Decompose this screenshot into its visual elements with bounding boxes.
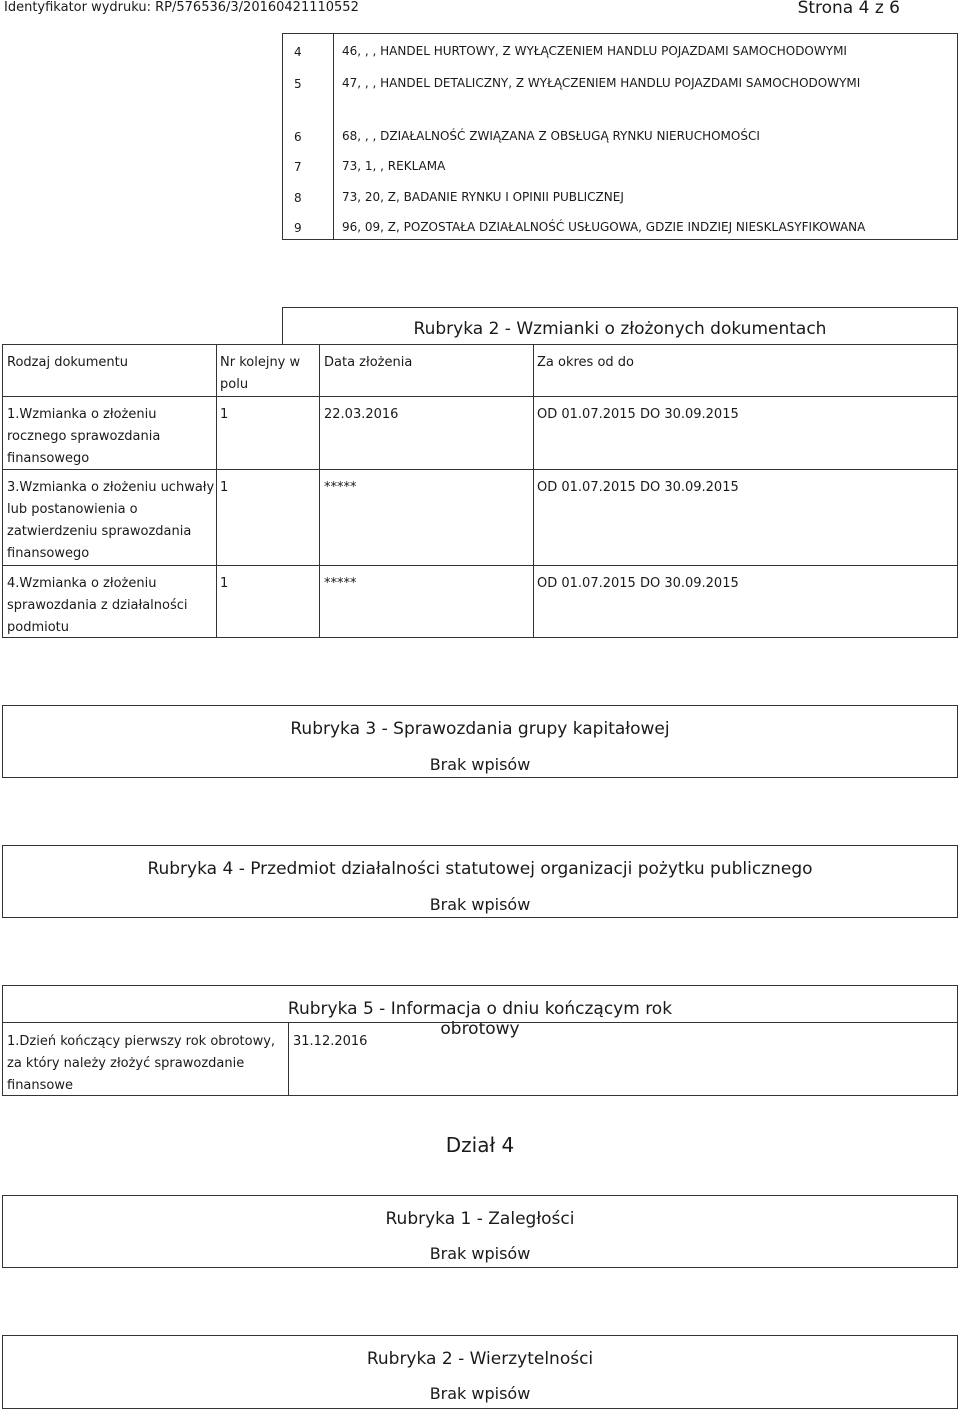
dzial-4-rubryka-1-box (2, 1195, 958, 1268)
document-type: zatwierdzeniu sprawozdania (7, 524, 192, 539)
rubryka-4-box (2, 845, 958, 918)
rubryka-2-header-box (282, 307, 958, 345)
document-type: lub postanowienia o (7, 502, 138, 517)
dzial-4-rubryka-2-empty-note: Brak wpisów (429, 1384, 531, 1403)
rubryka-3-empty-note: Brak wpisów (429, 755, 531, 774)
column-header-nr: Nr kolejny w (220, 355, 301, 370)
column-divider (533, 345, 534, 637)
column-header-data: Data złożenia (324, 355, 413, 370)
fiscal-year-end-date: 31.12.2016 (293, 1034, 368, 1049)
pkd-row-number: 9 (294, 221, 302, 235)
pkd-row-text: 96, 09, Z, POZOSTAŁA DZIAŁALNOŚĆ USŁUGOWA, GDZIE INDZIEJ NIESKLASYFIKOWANA (342, 220, 866, 234)
document-type: finansowego (7, 451, 90, 466)
document-date: 22.03.2016 (324, 407, 399, 422)
rubryka-2-table (2, 344, 958, 638)
column-divider (216, 345, 217, 637)
pkd-row-text: 46, , , HANDEL HURTOWY, Z WYŁĄCZENIEM HANDLU POJAZDAMI SAMOCHODOWYMI (342, 44, 847, 58)
document-type: 1.Wzmianka o złożeniu (7, 407, 157, 422)
pkd-row-number: 8 (294, 191, 302, 205)
fiscal-year-label: za który należy złożyć sprawozdanie (7, 1056, 245, 1071)
dzial-4-title: Dział 4 (445, 1133, 515, 1157)
document-type: sprawozdania z działalności (7, 598, 188, 613)
dzial-4-rubryka-2-box (2, 1335, 958, 1409)
rubryka-5-header-box (2, 985, 958, 1039)
column-header-nr: polu (220, 377, 249, 392)
pkd-row-number: 4 (294, 45, 302, 59)
document-type: 3.Wzmianka o złożeniu uchwały (7, 480, 215, 495)
document-type: 4.Wzmianka o złożeniu (7, 576, 157, 591)
rubryka-5-table (2, 1022, 958, 1096)
row-divider (3, 565, 957, 566)
rubryka-3-box (2, 705, 958, 778)
column-header-rodzaj: Rodzaj dokumentu (7, 355, 128, 370)
fiscal-year-label: 1.Dzień kończący pierwszy rok obrotowy, (7, 1034, 276, 1049)
document-date: ***** (324, 480, 357, 495)
document-number: 1 (220, 480, 229, 495)
document-number: 1 (220, 576, 229, 591)
document-period: OD 01.07.2015 DO 30.09.2015 (537, 407, 739, 422)
page-number: Strona 4 z 6 (797, 0, 900, 18)
column-header-okres: Za okres od do (537, 355, 634, 370)
rubryka-2-title: Rubryka 2 - Wzmianki o złożonych dokumentach (413, 319, 827, 339)
rubryka-3-title: Rubryka 3 - Sprawozdania grupy kapitałowej (290, 719, 670, 739)
document-period: OD 01.07.2015 DO 30.09.2015 (537, 480, 739, 495)
print-identifier: Identyfikator wydruku: RP/576536/3/20160421110552 (4, 0, 359, 15)
pkd-table (282, 33, 958, 240)
pkd-row-number: 5 (294, 77, 302, 91)
column-divider (333, 34, 334, 239)
row-divider (3, 469, 957, 470)
dzial-4-rubryka-2-title: Rubryka 2 - Wierzytelności (366, 1349, 594, 1369)
print-header (0, 0, 960, 20)
document-number: 1 (220, 407, 229, 422)
document-period: OD 01.07.2015 DO 30.09.2015 (537, 576, 739, 591)
fiscal-year-label: finansowe (7, 1078, 73, 1093)
pkd-row-number: 7 (294, 160, 302, 174)
pkd-row-number: 6 (294, 130, 302, 144)
rubryka-5-title: Rubryka 5 - Informacja o dniu kończącym rok obrotowy (287, 999, 673, 1039)
dzial-4-rubryka-1-title: Rubryka 1 - Zaległości (385, 1209, 575, 1229)
rubryka-4-empty-note: Brak wpisów (429, 895, 531, 914)
pkd-row-text: 73, 20, Z, BADANIE RYNKU I OPINII PUBLICZNEJ (342, 190, 624, 204)
document-date: ***** (324, 576, 357, 591)
dzial-4-rubryka-1-empty-note: Brak wpisów (429, 1244, 531, 1263)
column-divider (288, 1023, 289, 1095)
document-type: finansowego (7, 546, 90, 561)
column-divider (319, 345, 320, 637)
pkd-row-text: 68, , , DZIAŁALNOŚĆ ZWIĄZANA Z OBSŁUGĄ RYNKU NIERUCHOMOŚCI (342, 129, 760, 143)
row-divider (3, 396, 957, 397)
pkd-row-text: 73, 1, , REKLAMA (342, 159, 446, 173)
document-type: podmiotu (7, 620, 70, 635)
pkd-row-text: 47, , , HANDEL DETALICZNY, Z WYŁĄCZENIEM HANDLU POJAZDAMI SAMOCHODOWYMI (342, 76, 861, 90)
document-type: rocznego sprawozdania (7, 429, 161, 444)
rubryka-4-title: Rubryka 4 - Przedmiot działalności statutowej organizacji pożytku publicznego (147, 859, 813, 879)
